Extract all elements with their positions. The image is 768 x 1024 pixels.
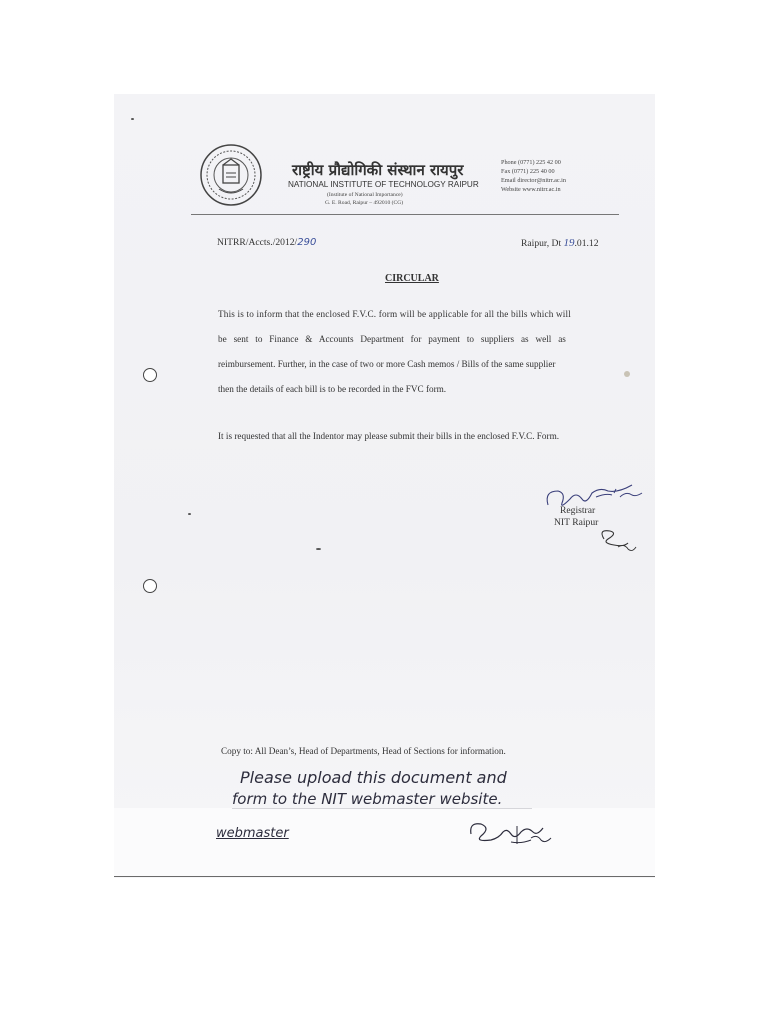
institute-subtitle: (Institute of National Importance) — [327, 192, 403, 198]
institute-seal-icon — [199, 143, 263, 207]
scan-speck — [624, 371, 630, 377]
handwritten-addressee: webmaster — [216, 826, 289, 841]
letterhead-divider — [191, 214, 619, 215]
signatory-org: NIT Raipur — [554, 517, 599, 528]
handwritten-note-line-2: form to the NIT webmaster website. — [232, 790, 503, 808]
handwritten-note-line-1: Please upload this document and — [240, 768, 507, 787]
scanned-page-strip — [114, 808, 655, 876]
institute-name-english: NATIONAL INSTITUTE OF TECHNOLOGY RAIPUR — [288, 180, 479, 189]
reference-prefix: NITRR/Accts./2012/ — [217, 237, 298, 248]
contact-block — [501, 158, 566, 194]
date-rest: .01.12 — [574, 238, 599, 249]
scan-speck — [131, 118, 134, 120]
reference-number — [217, 237, 316, 248]
scan-speck — [188, 513, 191, 515]
signatory-title: Registrar — [560, 505, 596, 516]
body-line-2: be sent to Finance & Accounts Department for payment to suppliers as well as — [218, 334, 566, 344]
scan-speck — [316, 548, 321, 550]
copy-to-line: Copy to: All Dean’s, Head of Departments, Head of Sections for information. — [221, 746, 506, 756]
date-handwritten-day: 19 — [563, 237, 575, 249]
punch-hole-bottom — [143, 579, 157, 593]
body-line-4: then the details of each bill is to be recorded in the FVC form. — [218, 384, 447, 394]
institute-name-hindi: राष्ट्रीय प्रौद्योगिकी संस्थान रायपुर — [292, 161, 464, 179]
reference-handwritten-no: 290 — [297, 237, 317, 248]
date-prefix: Raipur, Dt — [521, 238, 564, 249]
scan-bottom-edge — [114, 876, 655, 877]
institute-address: G. E. Road, Raipur – 492010 (CG) — [325, 200, 404, 206]
punch-hole-top — [143, 368, 157, 382]
contact-email: Email director@nitrr.ac.in — [501, 177, 566, 184]
body-line-1: This is to inform that the enclosed F.V.C. form will be applicable for all the bills which will — [218, 309, 572, 319]
document-title: CIRCULAR — [385, 273, 439, 284]
body-line-3: reimbursement. Further, in the case of two or more Cash memos / Bills of the same supplier — [218, 359, 556, 369]
scan-seam — [232, 808, 532, 809]
contact-website: Website www.nitrr.ac.in — [501, 186, 561, 193]
contact-phone: Phone (0771) 225 42 00 — [501, 159, 561, 166]
request-paragraph: It is requested that all the Indentor may please submit their bills in the enclosed F.V.C. Form. — [218, 431, 560, 441]
contact-fax: Fax (0771) 225 40 00 — [501, 168, 555, 175]
circular-date — [521, 237, 599, 249]
handwritten-signature — [465, 812, 565, 852]
